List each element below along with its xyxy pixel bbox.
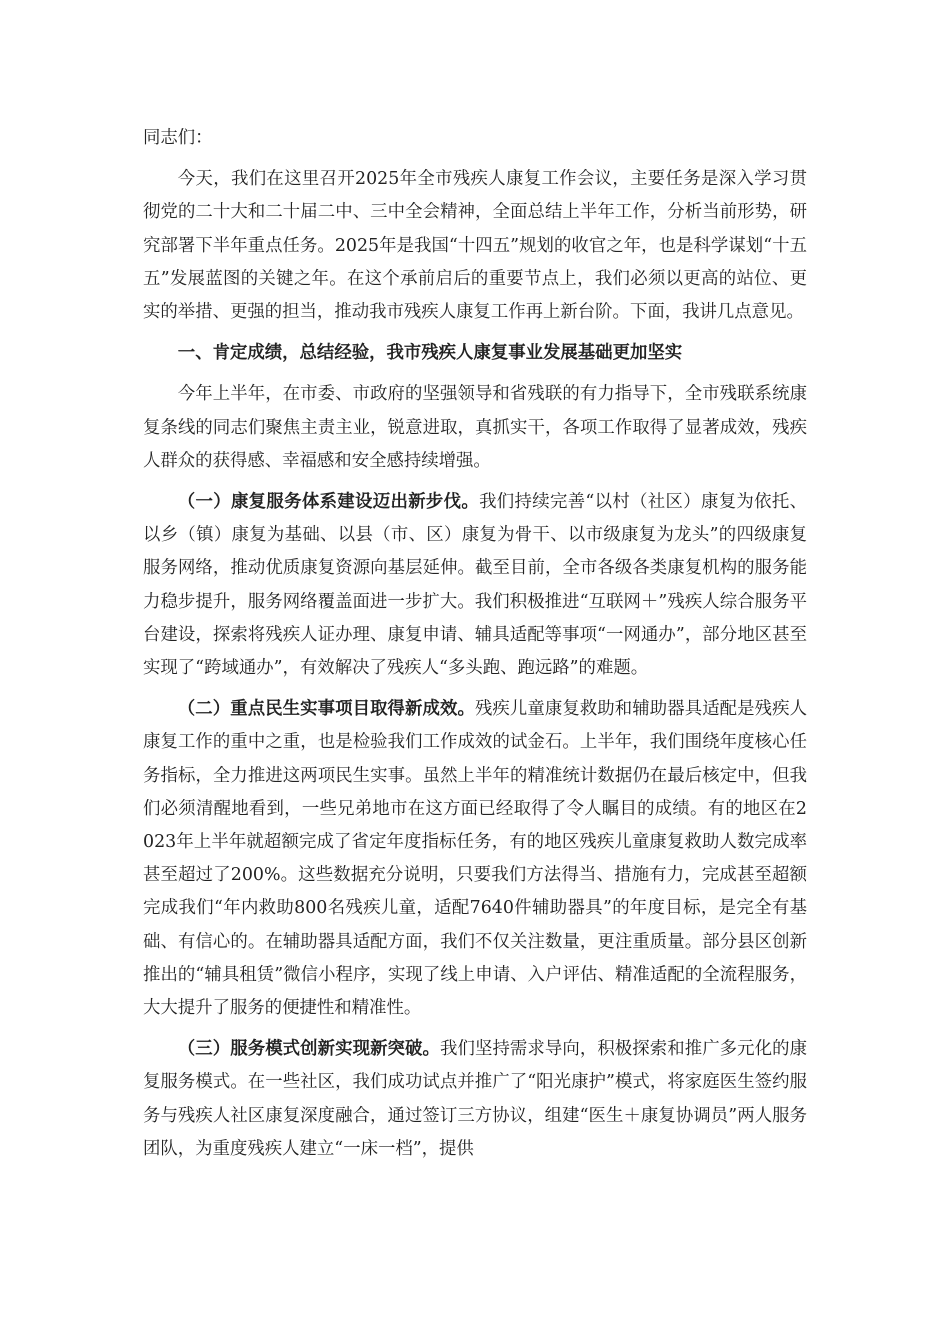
document-page xyxy=(143,122,807,1174)
section-intro-paragraph: 今年上半年，在市委、市政府的坚强领导和省残联的有力指导下，全市残联系统康复条线的同志们聚焦主责主业，锐意进取，真抓实干，各项工作取得了显著成效，残疾人群众的获得感、幸福感和安全感持续增强。 xyxy=(143,384,807,471)
item-2-body: 残疾儿童康复救助和辅助器具适配是残疾人康复工作的重中之重，也是检验我们工作成效的试金石。上半年，我们围绕年度核心任务指标，全力推进这两项民生实事。虽然上半年的精准统计数据仍在最后核定中，但我们必须清醒地看到，一些兄弟地市在这方面已经取得了令人瞩目的成绩。有的地区在2023年上半年就超额完成了省定年度指标任务，有的地区残疾儿童康复救助人数完成率甚至超过了200%。这些数据充分说明，只要我们方法得当、措施有力，完成甚至超额完成我们“年内救助800名残疾儿童，适配7640件辅助器具”的年度目标，是完全有基础、有信心的。在辅助器具适配方面，我们不仅关注数量，更注重质量。部分县区创新推出的“辅具租赁”微信小程序，实现了线上申请、入户评估、精准适配的全流程服务，大大提升了服务的便捷性和精准性。 xyxy=(143,699,807,1019)
item-2-paragraph xyxy=(143,693,807,1025)
item-3-body: 我们坚持需求导向，积极探索和推广多元化的康复服务模式。在一些社区，我们成功试点并推广了“阳光康护”模式，将家庭医生签约服务与残疾人社区康复深度融合，通过签订三方协议，组建“医生＋康复协调员”两人服务团队，为重度残疾人建立“一床一档”，提供 xyxy=(143,1039,807,1159)
intro-paragraph: 今天，我们在这里召开2025年全市残疾人康复工作会议，主要任务是深入学习贯彻党的二十大和二十届二中、三中全会精神，全面总结上半年工作，分析当前形势，研究部署下半年重点任务。2025年是我国“十四五”规划的收官之年，也是科学谋划“十五五”发展蓝图的关键之年。在这个承前启后的重要节点上，我们必须以更高的站位、更实的举措、更强的担当，推动我市残疾人康复工作再上新台阶。下面，我讲几点意见。 xyxy=(143,169,807,323)
item-3-lead: （三）服务模式创新实现新突破。 xyxy=(177,1039,440,1060)
section-heading: 一、肯定成绩，总结经验，我市残疾人康复事业发展基础更加坚实 xyxy=(177,343,683,364)
item-1-lead: （一）康复服务体系建设迈出新步伐。 xyxy=(177,492,480,513)
item-3-paragraph xyxy=(143,1033,807,1166)
item-1-body: 我们持续完善“以村（社区）康复为依托、以乡（镇）康复为基础、以县（市、区）康复为骨干、以市级康复为龙头”的四级康复服务网络，推动优质康复资源向基层延伸。截至目前，全市各级各类康复机构的服务能力稳步提升，服务网络覆盖面进一步扩大。我们积极推进“互联网＋”残疾人综合服务平台建设，探索将残疾人证办理、康复申请、辅具适配等事项“一网通办”，部分地区甚至实现了“跨域通办”，有效解决了残疾人“多头跑、跑远路”的难题。 xyxy=(143,492,807,679)
salutation: 同志们： xyxy=(143,128,213,148)
item-1-paragraph xyxy=(143,486,807,685)
item-2-lead: （二）重点民生实事项目取得新成效。 xyxy=(177,699,475,720)
